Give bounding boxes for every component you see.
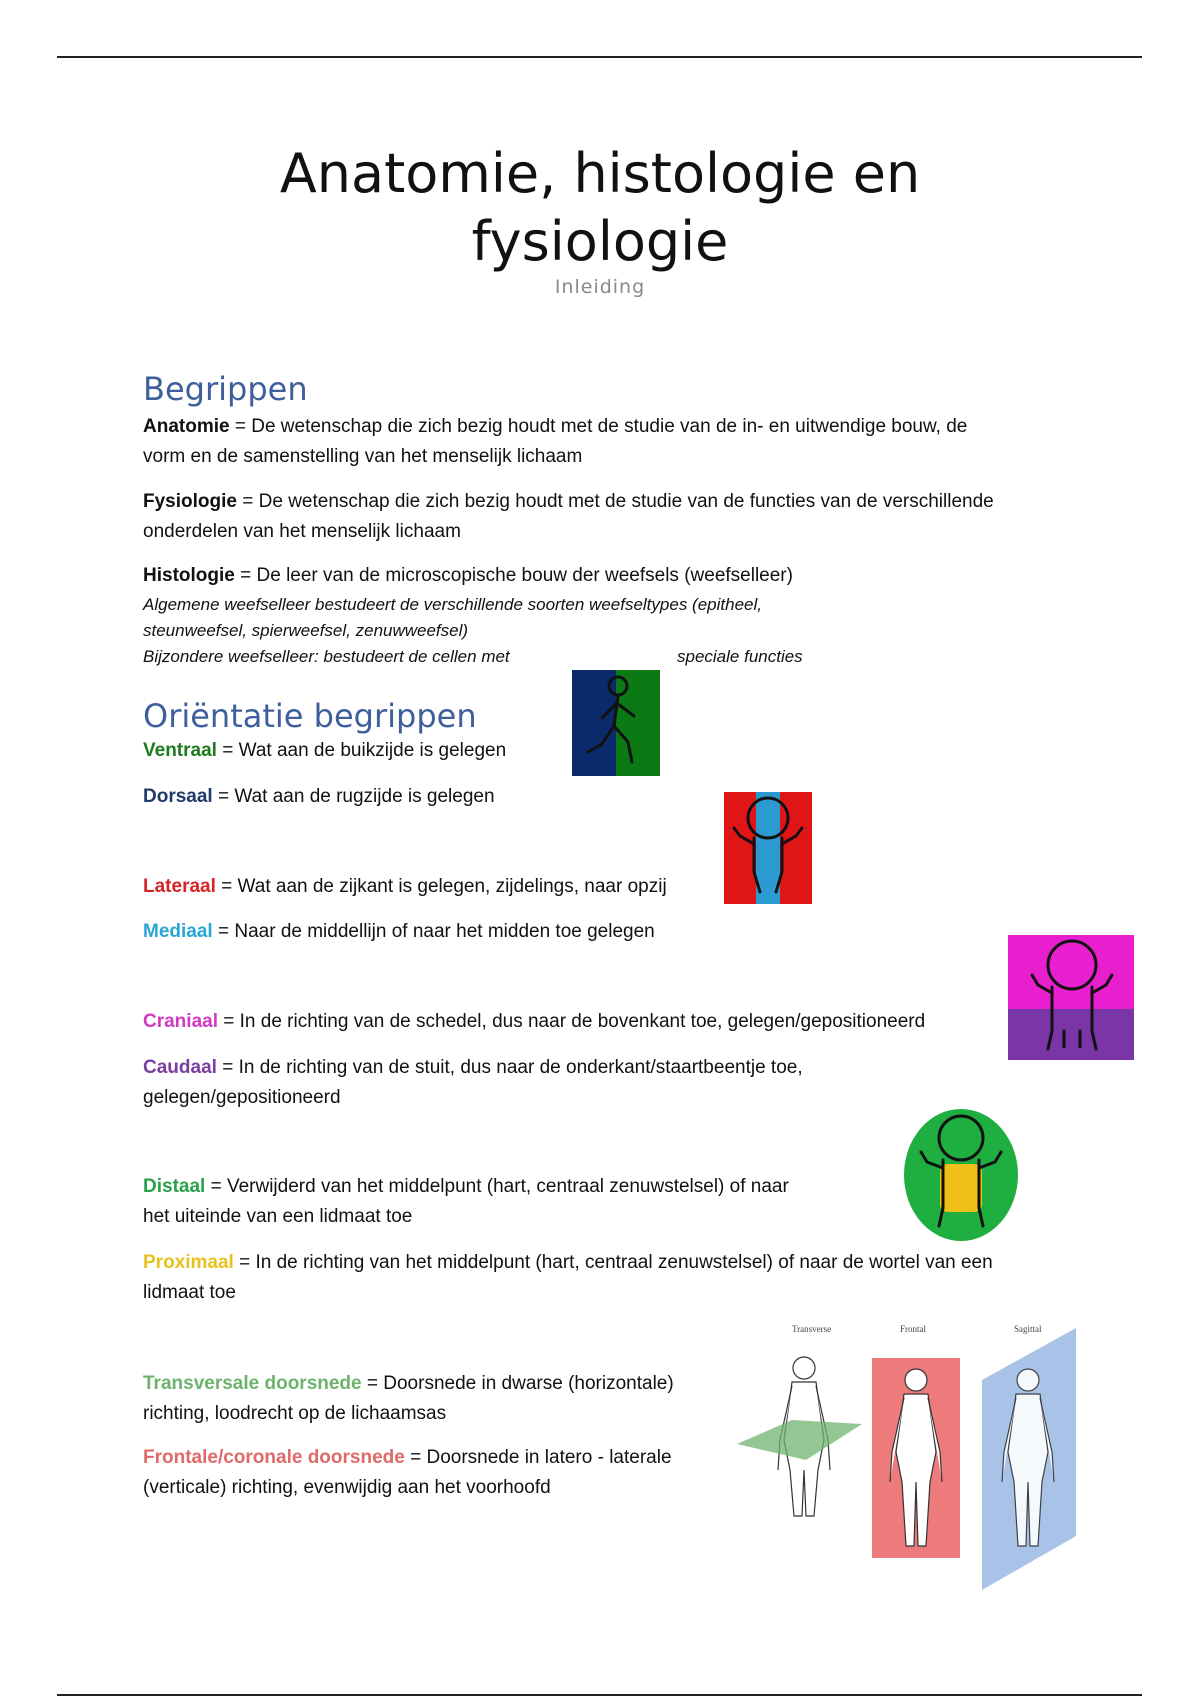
plane-label-transverse: Transverse (792, 1324, 832, 1334)
bottom-rule (57, 1694, 1142, 1696)
heading-begrippen: Begrippen (143, 370, 308, 408)
anatomical-planes-figure (732, 1320, 1082, 1590)
def-mediaal: Mediaal = Naar de middellijn of naar het midden toe gelegen (143, 921, 655, 942)
page-title: Anatomie, histologie en fysiologie (279, 142, 921, 273)
def-distaal: Distaal = Verwijderd van het middelpunt (hart, centraal zenuwstelsel) of naar het uiteinde van een lidmaat toe (143, 1176, 789, 1227)
plane-label-sagittal: Sagittal (1014, 1324, 1042, 1334)
def-histologie: Histologie = De leer van de microscopische bouw der weefsels (weefselleer) (143, 565, 793, 586)
def-transversaal: Transversale doorsnede = Doorsnede in dwarse (horizontale) richting, loodrecht op de lichaamsas (143, 1373, 674, 1424)
term-craniaal: Craniaal (143, 1011, 218, 1032)
term-caudaal: Caudaal (143, 1057, 217, 1078)
def-frontaal: Frontale/coronale doorsnede = Doorsnede in latero - laterale (verticale) richting, evenwijdig aan het voorhoofd (143, 1447, 672, 1498)
def-lateraal: Lateraal = Wat aan de zijkant is gelegen, zijdelings, naar opzij (143, 876, 667, 897)
term-proximaal: Proximaal (143, 1252, 234, 1273)
top-rule (57, 56, 1142, 58)
ventral-dorsal-figure (572, 670, 660, 776)
term-distaal: Distaal (143, 1176, 206, 1197)
plane-label-frontal: Frontal (900, 1324, 926, 1334)
italic-steunweefsel: steunweefsel, spierweefsel, zenuwweefsel) (143, 621, 469, 640)
italic-bijzondere: Bijzondere weefselleer: bestudeert de cellen met (143, 647, 510, 666)
def-anatomie: Anatomie = De wetenschap die zich bezig houdt met de studie van de in- en uitwendige bouw, de vorm en de samenstelling van het menselijk lichaam (143, 416, 968, 467)
italic-speciale: speciale functies (677, 647, 803, 666)
def-caudaal: Caudaal = In de richting van de stuit, dus naar de onderkant/staartbeentje toe, gelegen/gepositioneerd (143, 1057, 803, 1108)
def-fysiologie: Fysiologie = De wetenschap die zich bezig houdt met de studie van de functies van de verschillende onderdelen van het menselijk lichaam (143, 491, 994, 542)
def-ventraal: Ventraal = Wat aan de buikzijde is gelegen (143, 740, 507, 761)
def-craniaal: Craniaal = In de richting van de schedel, dus naar de bovenkant toe, gelegen/gepositioneerd (143, 1011, 926, 1032)
page-subtitle: Inleiding (554, 276, 646, 298)
def-proximaal: Proximaal = In de richting van het middelpunt (hart, centraal zenuwstelsel) of naar de wortel van een lidmaat toe (143, 1252, 993, 1303)
term-ventraal: Ventraal (143, 740, 217, 761)
italic-algemene: Algemene weefselleer bestudeert de verschillende soorten weefseltypes (epitheel, (143, 595, 762, 614)
term-dorsaal: Dorsaal (143, 786, 213, 807)
term-fysiologie: Fysiologie (143, 491, 237, 512)
heading-orientatie: Oriëntatie begrippen (143, 697, 477, 735)
cranial-caudal-figure (1008, 935, 1134, 1060)
term-lateraal: Lateraal (143, 876, 216, 897)
transverse-plane (737, 1420, 862, 1460)
term-mediaal: Mediaal (143, 921, 213, 942)
term-frontaal: Frontale/coronale doorsnede (143, 1447, 405, 1468)
term-transversaal: Transversale doorsnede (143, 1373, 362, 1394)
def-dorsaal: Dorsaal = Wat aan de rugzijde is gelegen (143, 786, 495, 807)
distal-proximal-figure (903, 1108, 1019, 1242)
lateral-medial-figure (724, 792, 812, 904)
term-histologie: Histologie (143, 565, 235, 586)
term-anatomie: Anatomie (143, 416, 230, 437)
